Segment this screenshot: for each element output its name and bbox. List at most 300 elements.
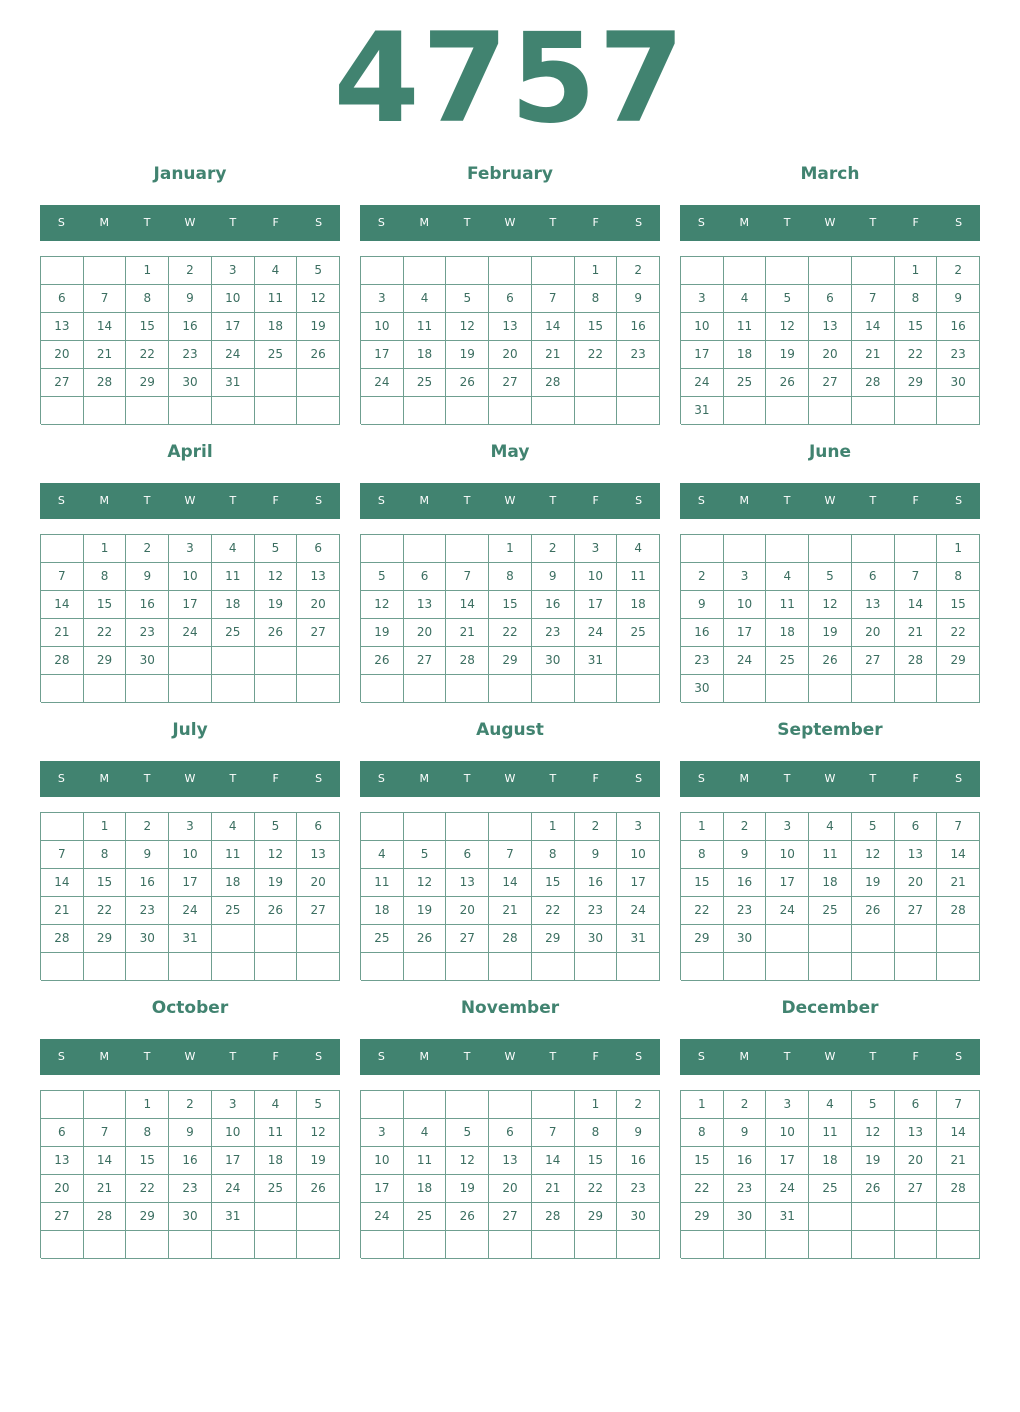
day-cell: 7 <box>41 841 84 869</box>
day-cell: 7 <box>895 563 938 591</box>
day-cell <box>895 397 938 425</box>
month-name: January <box>153 164 227 184</box>
day-cell: 29 <box>489 647 532 675</box>
day-grid <box>40 1090 340 1258</box>
day-cell <box>852 953 895 981</box>
day-cell <box>169 953 212 981</box>
day-cell: 28 <box>937 1175 980 1203</box>
day-cell: 7 <box>532 285 575 313</box>
day-cell: 9 <box>681 591 724 619</box>
day-cell <box>212 925 255 953</box>
day-cell: 18 <box>809 869 852 897</box>
day-cell: 12 <box>255 841 298 869</box>
day-cell <box>41 1231 84 1259</box>
weekday-label: S <box>635 216 643 229</box>
day-cell: 4 <box>212 535 255 563</box>
day-cell: 11 <box>617 563 660 591</box>
day-cell <box>255 647 298 675</box>
day-cell: 7 <box>84 1119 127 1147</box>
day-cell: 10 <box>766 1119 809 1147</box>
day-cell: 6 <box>852 563 895 591</box>
weekday-label: S <box>377 1050 385 1063</box>
day-cell <box>575 369 618 397</box>
day-cell: 15 <box>489 591 532 619</box>
weekday-label: S <box>57 216 65 229</box>
weekday-label: W <box>824 216 836 229</box>
day-grid <box>680 1090 980 1258</box>
weekday-label: M <box>739 772 750 785</box>
day-cell: 25 <box>809 897 852 925</box>
weekday-label: M <box>99 494 110 507</box>
day-cell <box>212 675 255 703</box>
day-cell: 17 <box>361 341 404 369</box>
weekday-label: M <box>739 1050 750 1063</box>
day-cell <box>809 953 852 981</box>
day-cell <box>297 647 340 675</box>
day-cell <box>766 925 809 953</box>
weekday-label: T <box>463 216 471 229</box>
day-cell: 30 <box>169 369 212 397</box>
weekday-label: S <box>377 494 385 507</box>
day-cell <box>446 1091 489 1119</box>
day-cell: 28 <box>852 369 895 397</box>
day-cell <box>212 953 255 981</box>
day-cell: 21 <box>41 897 84 925</box>
day-cell: 26 <box>446 1203 489 1231</box>
month-name: April <box>167 442 213 462</box>
day-cell: 24 <box>681 369 724 397</box>
day-cell <box>766 675 809 703</box>
day-cell <box>617 953 660 981</box>
day-cell: 23 <box>724 1175 767 1203</box>
day-cell: 19 <box>361 619 404 647</box>
day-cell: 28 <box>489 925 532 953</box>
day-cell: 13 <box>895 1119 938 1147</box>
day-cell: 5 <box>255 813 298 841</box>
day-cell: 15 <box>575 1147 618 1175</box>
day-cell <box>724 1231 767 1259</box>
day-cell: 2 <box>126 813 169 841</box>
day-cell: 20 <box>809 341 852 369</box>
month-name: November <box>460 998 560 1018</box>
day-cell: 28 <box>532 1203 575 1231</box>
day-cell <box>937 1231 980 1259</box>
day-cell: 31 <box>766 1203 809 1231</box>
weekday-label: S <box>635 772 643 785</box>
day-cell: 15 <box>84 591 127 619</box>
day-cell <box>617 647 660 675</box>
day-cell <box>212 397 255 425</box>
day-cell: 1 <box>575 1091 618 1119</box>
day-cell: 23 <box>126 619 169 647</box>
day-cell: 17 <box>361 1175 404 1203</box>
day-cell: 2 <box>937 257 980 285</box>
day-cell: 28 <box>41 925 84 953</box>
weekday-label: S <box>697 772 705 785</box>
day-cell: 7 <box>489 841 532 869</box>
day-cell <box>126 953 169 981</box>
day-cell <box>852 1203 895 1231</box>
month-may <box>360 438 660 708</box>
day-cell <box>446 257 489 285</box>
day-cell: 27 <box>41 369 84 397</box>
day-cell: 22 <box>84 897 127 925</box>
day-cell: 25 <box>809 1175 852 1203</box>
day-cell <box>361 1091 404 1119</box>
day-cell: 2 <box>724 1091 767 1119</box>
day-cell <box>724 675 767 703</box>
day-cell: 19 <box>255 869 298 897</box>
weekday-label: W <box>184 772 196 785</box>
day-cell: 21 <box>937 1147 980 1175</box>
weekday-label: M <box>739 494 750 507</box>
day-cell: 13 <box>404 591 447 619</box>
month-name: August <box>476 720 544 740</box>
day-cell: 8 <box>84 841 127 869</box>
day-cell: 6 <box>41 285 84 313</box>
day-grid <box>40 256 340 424</box>
day-cell: 24 <box>212 341 255 369</box>
day-cell: 16 <box>169 313 212 341</box>
day-cell: 18 <box>212 591 255 619</box>
weekday-label: F <box>592 216 599 229</box>
weekday-label: T <box>869 216 877 229</box>
day-cell: 2 <box>169 1091 212 1119</box>
day-cell: 3 <box>212 1091 255 1119</box>
weekday-label: M <box>99 216 110 229</box>
day-cell <box>532 397 575 425</box>
day-cell: 22 <box>681 897 724 925</box>
day-cell: 7 <box>937 813 980 841</box>
day-cell: 21 <box>532 1175 575 1203</box>
day-cell: 23 <box>575 897 618 925</box>
day-cell <box>489 953 532 981</box>
day-cell <box>809 397 852 425</box>
day-cell: 18 <box>809 1147 852 1175</box>
day-cell: 27 <box>489 1203 532 1231</box>
day-cell: 9 <box>724 1119 767 1147</box>
day-cell <box>852 1231 895 1259</box>
day-cell: 10 <box>766 841 809 869</box>
day-cell: 2 <box>575 813 618 841</box>
weekday-label: W <box>504 1050 516 1063</box>
day-cell: 25 <box>766 647 809 675</box>
day-cell <box>361 953 404 981</box>
day-cell: 20 <box>489 1175 532 1203</box>
day-cell: 16 <box>724 869 767 897</box>
day-cell <box>255 925 298 953</box>
day-cell: 8 <box>681 1119 724 1147</box>
day-cell: 30 <box>126 925 169 953</box>
day-cell: 29 <box>681 1203 724 1231</box>
day-cell: 17 <box>617 869 660 897</box>
day-cell: 15 <box>532 869 575 897</box>
day-cell: 2 <box>532 535 575 563</box>
day-cell: 10 <box>724 591 767 619</box>
day-cell <box>895 1231 938 1259</box>
day-cell: 28 <box>446 647 489 675</box>
day-cell: 3 <box>361 285 404 313</box>
weekday-header <box>360 761 660 797</box>
day-grid <box>40 812 340 980</box>
day-cell: 14 <box>937 841 980 869</box>
day-cell: 16 <box>681 619 724 647</box>
day-cell: 3 <box>681 285 724 313</box>
day-cell: 26 <box>297 341 340 369</box>
day-cell: 9 <box>575 841 618 869</box>
day-cell: 25 <box>404 369 447 397</box>
month-february <box>360 160 660 430</box>
day-cell: 6 <box>446 841 489 869</box>
day-cell <box>126 397 169 425</box>
day-cell <box>446 1231 489 1259</box>
day-cell: 27 <box>297 619 340 647</box>
day-cell: 3 <box>724 563 767 591</box>
day-cell: 11 <box>361 869 404 897</box>
day-cell: 11 <box>255 1119 298 1147</box>
day-cell <box>361 257 404 285</box>
day-cell <box>489 1091 532 1119</box>
day-cell: 12 <box>766 313 809 341</box>
weekday-label: F <box>912 772 919 785</box>
day-cell: 18 <box>255 1147 298 1175</box>
day-cell: 13 <box>41 1147 84 1175</box>
day-cell: 16 <box>126 591 169 619</box>
weekday-label: M <box>419 772 430 785</box>
day-cell: 13 <box>489 1147 532 1175</box>
weekday-label: S <box>377 216 385 229</box>
weekday-label: T <box>783 216 791 229</box>
day-cell: 30 <box>169 1203 212 1231</box>
day-cell <box>489 675 532 703</box>
day-cell: 2 <box>681 563 724 591</box>
weekday-label: S <box>377 772 385 785</box>
day-cell: 27 <box>404 647 447 675</box>
day-cell: 14 <box>852 313 895 341</box>
month-name: July <box>172 720 208 740</box>
weekday-label: M <box>419 216 430 229</box>
day-cell <box>575 1231 618 1259</box>
day-cell: 11 <box>212 563 255 591</box>
day-cell: 20 <box>489 341 532 369</box>
day-cell: 24 <box>766 897 809 925</box>
day-cell: 26 <box>852 1175 895 1203</box>
month-september <box>680 716 980 986</box>
weekday-label: F <box>592 1050 599 1063</box>
day-cell: 31 <box>212 369 255 397</box>
day-cell: 18 <box>361 897 404 925</box>
day-cell: 13 <box>809 313 852 341</box>
day-cell <box>895 535 938 563</box>
day-cell: 1 <box>575 257 618 285</box>
day-cell <box>169 1231 212 1259</box>
day-cell: 23 <box>937 341 980 369</box>
weekday-header <box>40 483 340 519</box>
day-cell <box>937 925 980 953</box>
day-cell: 14 <box>489 869 532 897</box>
day-cell: 1 <box>937 535 980 563</box>
weekday-label: T <box>549 494 557 507</box>
day-cell: 11 <box>255 285 298 313</box>
day-cell: 12 <box>361 591 404 619</box>
day-cell: 3 <box>169 813 212 841</box>
day-cell: 1 <box>84 813 127 841</box>
weekday-label: W <box>824 494 836 507</box>
day-cell: 23 <box>169 1175 212 1203</box>
day-cell: 5 <box>361 563 404 591</box>
day-grid <box>680 812 980 980</box>
day-cell <box>937 953 980 981</box>
day-cell: 11 <box>404 1147 447 1175</box>
day-cell: 17 <box>766 1147 809 1175</box>
day-cell: 5 <box>404 841 447 869</box>
day-cell: 12 <box>852 841 895 869</box>
day-cell: 26 <box>361 647 404 675</box>
day-cell <box>404 675 447 703</box>
year-title: 4757 <box>333 7 687 151</box>
day-cell: 31 <box>681 397 724 425</box>
day-cell: 20 <box>297 591 340 619</box>
day-cell: 28 <box>84 1203 127 1231</box>
day-cell: 20 <box>446 897 489 925</box>
day-cell: 27 <box>852 647 895 675</box>
day-cell: 4 <box>404 285 447 313</box>
day-cell: 21 <box>84 341 127 369</box>
month-june <box>680 438 980 708</box>
weekday-label: T <box>143 494 151 507</box>
day-cell: 30 <box>681 675 724 703</box>
day-cell <box>809 675 852 703</box>
day-cell: 22 <box>126 341 169 369</box>
day-cell: 16 <box>169 1147 212 1175</box>
day-cell: 21 <box>937 869 980 897</box>
weekday-label: T <box>229 772 237 785</box>
day-cell: 12 <box>297 285 340 313</box>
day-cell: 1 <box>126 257 169 285</box>
day-cell <box>809 1231 852 1259</box>
weekday-label: S <box>635 494 643 507</box>
day-cell: 27 <box>895 897 938 925</box>
day-cell: 16 <box>617 1147 660 1175</box>
day-cell: 8 <box>84 563 127 591</box>
day-cell: 24 <box>169 897 212 925</box>
day-cell: 10 <box>212 285 255 313</box>
day-cell: 26 <box>255 897 298 925</box>
month-name: June <box>808 442 852 462</box>
day-cell <box>937 397 980 425</box>
weekday-label: T <box>229 1050 237 1063</box>
day-cell: 29 <box>532 925 575 953</box>
day-cell: 22 <box>532 897 575 925</box>
day-cell: 17 <box>212 1147 255 1175</box>
day-cell <box>852 535 895 563</box>
day-cell: 18 <box>404 1175 447 1203</box>
day-cell <box>489 397 532 425</box>
day-cell <box>937 675 980 703</box>
weekday-header <box>40 1039 340 1075</box>
day-cell: 18 <box>766 619 809 647</box>
day-cell: 22 <box>489 619 532 647</box>
day-grid <box>360 1090 660 1258</box>
day-cell: 5 <box>446 285 489 313</box>
month-august <box>360 716 660 986</box>
day-cell <box>297 1203 340 1231</box>
day-grid <box>360 534 660 702</box>
day-cell: 6 <box>809 285 852 313</box>
day-cell <box>766 257 809 285</box>
day-cell: 29 <box>84 925 127 953</box>
day-cell: 22 <box>575 1175 618 1203</box>
day-cell: 4 <box>724 285 767 313</box>
day-cell: 20 <box>895 869 938 897</box>
day-cell <box>255 675 298 703</box>
day-cell: 9 <box>617 285 660 313</box>
day-cell: 6 <box>41 1119 84 1147</box>
day-cell: 8 <box>575 1119 618 1147</box>
weekday-label: T <box>869 772 877 785</box>
weekday-label: W <box>504 494 516 507</box>
weekday-label: S <box>635 1050 643 1063</box>
day-cell: 17 <box>724 619 767 647</box>
day-cell: 27 <box>297 897 340 925</box>
day-cell: 4 <box>809 813 852 841</box>
day-cell: 1 <box>489 535 532 563</box>
day-cell: 1 <box>126 1091 169 1119</box>
weekday-label: M <box>739 216 750 229</box>
day-cell: 2 <box>617 257 660 285</box>
weekday-label: F <box>592 772 599 785</box>
day-cell: 19 <box>255 591 298 619</box>
day-cell: 27 <box>489 369 532 397</box>
day-cell: 15 <box>937 591 980 619</box>
day-cell <box>361 675 404 703</box>
day-cell: 11 <box>766 591 809 619</box>
weekday-label: S <box>57 494 65 507</box>
day-cell: 28 <box>937 897 980 925</box>
day-cell: 5 <box>297 1091 340 1119</box>
day-cell <box>446 953 489 981</box>
weekday-label: T <box>783 772 791 785</box>
day-cell: 16 <box>126 869 169 897</box>
day-cell: 21 <box>446 619 489 647</box>
day-cell: 2 <box>169 257 212 285</box>
day-cell: 25 <box>212 897 255 925</box>
day-cell: 13 <box>297 841 340 869</box>
day-cell: 21 <box>532 341 575 369</box>
day-cell <box>84 1231 127 1259</box>
day-cell <box>446 813 489 841</box>
day-cell: 3 <box>766 813 809 841</box>
day-cell <box>84 953 127 981</box>
day-grid <box>360 812 660 980</box>
day-cell: 29 <box>84 647 127 675</box>
day-cell <box>852 397 895 425</box>
day-cell: 1 <box>84 535 127 563</box>
day-cell: 4 <box>617 535 660 563</box>
day-cell: 23 <box>169 341 212 369</box>
day-cell <box>212 647 255 675</box>
day-cell <box>532 1091 575 1119</box>
day-cell: 19 <box>852 1147 895 1175</box>
weekday-label: S <box>697 494 705 507</box>
day-cell <box>404 257 447 285</box>
day-cell: 28 <box>84 369 127 397</box>
day-cell: 14 <box>446 591 489 619</box>
day-cell <box>575 953 618 981</box>
day-cell: 25 <box>255 341 298 369</box>
day-cell <box>724 535 767 563</box>
day-cell: 25 <box>212 619 255 647</box>
